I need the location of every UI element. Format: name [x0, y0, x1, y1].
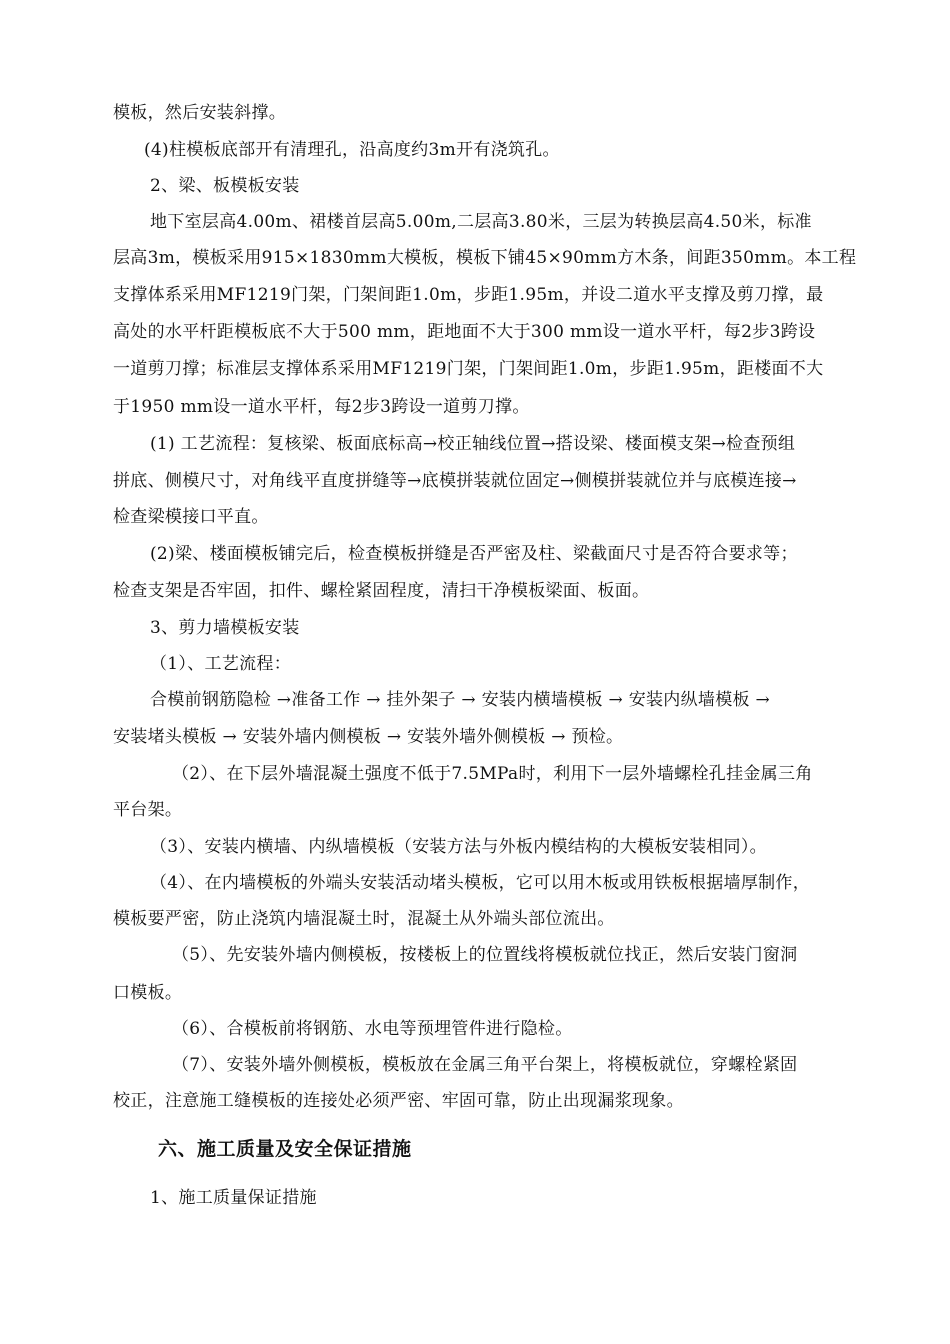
text-line: 模板，然后安装斜撑。: [113, 103, 286, 123]
text-line: (1) 工艺流程：复核梁、板面底标高→校正轴线位置→搭设梁、楼面模支架→检查预组: [150, 434, 796, 454]
text-line: 一道剪刀撑；标准层支撑体系采用MF1219门架，门架间距1.0m，步距1.95m，距楼面不大: [113, 359, 824, 379]
text-line: 支撑体系采用MF1219门架，门架间距1.0m，步距1.95m，并设二道水平支撑及剪刀撑，最: [113, 285, 824, 305]
text-line: 检查梁模接口平直。: [113, 507, 269, 527]
text-line: （4）、在内墙模板的外端头安装活动堵头模板，它可以用木板或用铁板根据墙厚制作，: [150, 873, 811, 893]
text-line: (4)柱模板底部开有清理孔，沿高度约3m开有浇筑孔。: [144, 140, 560, 160]
text-line: 高处的水平杆距模板底不大于500 mm，距地面不大于300 mm设一道水平杆，每2步3跨设: [113, 322, 816, 342]
section-heading: 六、施工质量及安全保证措施: [158, 1138, 412, 1160]
text-line: （2）、在下层外墙混凝土强度不低于7.5MPa时，利用下一层外墙螺栓孔挂金属三角: [172, 764, 813, 784]
text-line: （3）、安装内横墙、内纵墙模板（安装方法与外板内模结构的大模板安装相同）。: [150, 837, 767, 857]
text-line: （7）、安装外墙外侧模板，模板放在金属三角平台架上，将模板就位，穿螺栓紧固: [172, 1055, 798, 1075]
text-line: 于1950 mm设一道水平杆，每2步3跨设一道剪刀撑。: [113, 397, 530, 417]
text-line: 检查支架是否牢固，扣件、螺栓紧固程度，清扫干净模板梁面、板面。: [113, 581, 650, 601]
text-line: 安装堵头模板 → 安装外墙内侧模板 → 安装外墙外侧模板 → 预检。: [113, 727, 624, 747]
text-line: 平台架。: [113, 800, 183, 820]
text-line: 地下室层高4.00m、裙楼首层高5.00m,二层高3.80米，三层为转换层高4.50米，标准: [150, 212, 812, 232]
subsection-title: 1、施工质量保证措施: [150, 1188, 317, 1208]
text-line: (2)梁、楼面模板铺完后，检查模板拼缝是否严密及柱、梁截面尺寸是否符合要求等；: [150, 544, 798, 564]
text-line: 模板要严密，防止浇筑内墙混凝土时，混凝土从外端头部位流出。: [113, 909, 615, 929]
text-line: 3、剪力墙模板安装: [150, 618, 300, 638]
text-line: 2、梁、板模板安装: [150, 176, 300, 196]
text-line: 合模前钢筋隐检 →准备工作 → 挂外架子 → 安装内横墙模板 → 安装内纵墙模板 →: [150, 690, 771, 710]
text-line: 层高3m，模板采用915×1830mm大模板，模板下铺45×90mm方木条，间距350mm。本工程: [113, 248, 857, 268]
text-line: （5）、先安装外墙内侧模板，按楼板上的位置线将模板就位找正，然后安装门窗洞: [172, 945, 798, 965]
text-line: 拼底、侧模尺寸，对角线平直度拼缝等→底模拼装就位固定→侧模拼装就位并与底模连接→: [113, 471, 797, 491]
text-line: （1）、工艺流程：: [150, 654, 292, 674]
text-line: （6）、合模板前将钢筋、水电等预埋管件进行隐检。: [172, 1019, 573, 1039]
text-line: 口模板。: [113, 983, 183, 1003]
text-line: 校正，注意施工缝模板的连接处必须严密、牢固可靠，防止出现漏浆现象。: [113, 1091, 684, 1111]
